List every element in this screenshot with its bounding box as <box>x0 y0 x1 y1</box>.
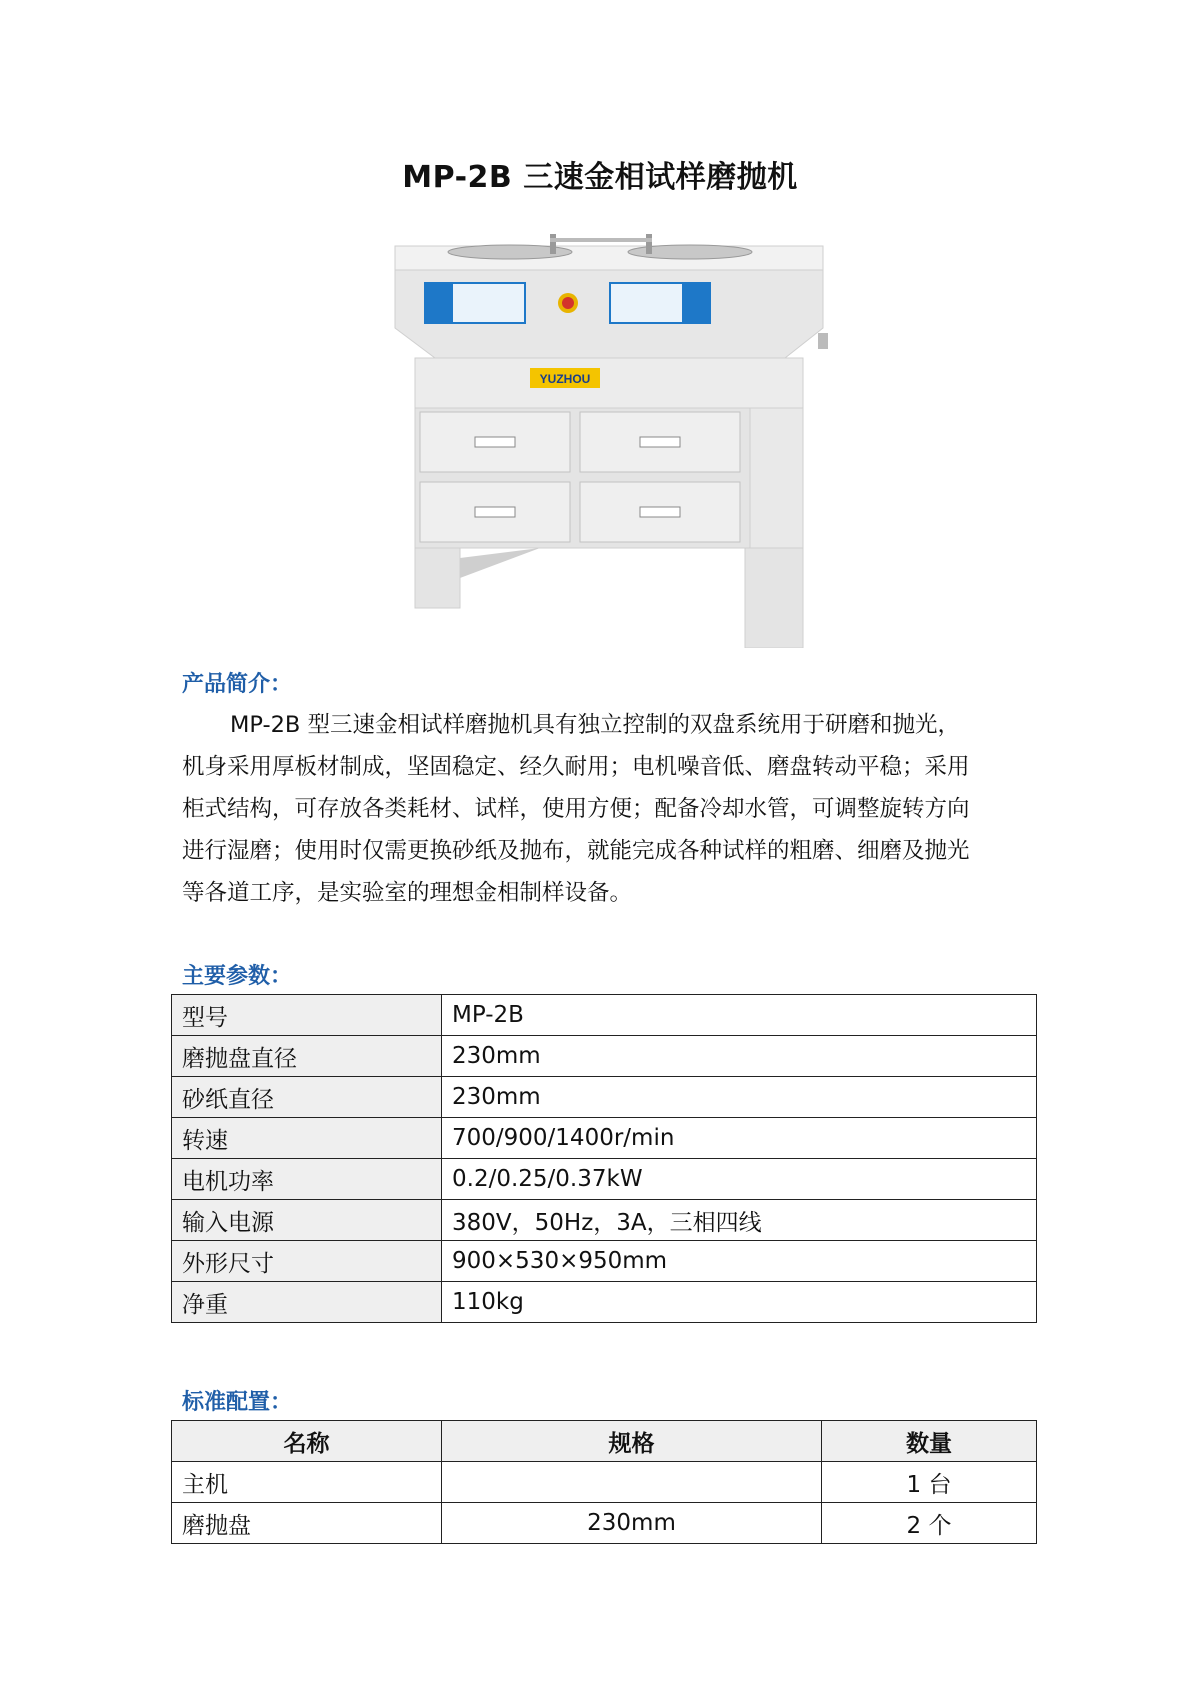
intro-line: MP-2B 型三速金相试样磨抛机具有独立控制的双盘系统用于研磨和抛光， <box>230 712 961 738</box>
table-row <box>172 1503 1037 1544</box>
product-image <box>390 228 830 648</box>
param-value: 230mm <box>442 1077 1037 1118</box>
param-key: 转速 <box>172 1118 442 1159</box>
item-qty: 2 个 <box>822 1503 1037 1544</box>
page-title: MP-2B 三速金相试样磨抛机 <box>402 160 798 195</box>
param-key: 磨抛盘直径 <box>172 1036 442 1077</box>
column-header-spec: 规格 <box>442 1421 822 1462</box>
param-value: 700/900/1400r/min <box>442 1118 1037 1159</box>
table-header-row <box>172 1421 1037 1462</box>
intro-line: 等各道工序，是实验室的理想金相制样设备。 <box>182 880 633 906</box>
standard-table <box>171 1420 1037 1544</box>
param-value: 110kg <box>442 1282 1037 1323</box>
table-row <box>172 1159 1037 1200</box>
param-key: 输入电源 <box>172 1200 442 1241</box>
item-qty: 1 台 <box>822 1462 1037 1503</box>
logo-text: YUZHOU <box>539 372 591 386</box>
column-header-qty: 数量 <box>822 1421 1037 1462</box>
table-row <box>172 1077 1037 1118</box>
table-row <box>172 1200 1037 1241</box>
param-key: 净重 <box>172 1282 442 1323</box>
param-value: 380V，50Hz，3A，三相四线 <box>442 1200 1037 1241</box>
param-key: 电机功率 <box>172 1159 442 1200</box>
param-value: MP-2B <box>442 995 1037 1036</box>
item-spec <box>442 1462 822 1503</box>
table-row <box>172 1462 1037 1503</box>
intro-line: 柜式结构，可存放各类耗材、试样，使用方便；配备冷却水管，可调整旋转方向 <box>182 796 970 822</box>
table-row <box>172 1241 1037 1282</box>
param-key: 型号 <box>172 995 442 1036</box>
param-value: 900×530×950mm <box>442 1241 1037 1282</box>
intro-line: 机身采用厚板材制成，坚固稳定、经久耐用；电机噪音低、磨盘转动平稳；采用 <box>182 754 970 780</box>
intro-paragraph <box>182 704 1027 914</box>
item-spec: 230mm <box>442 1503 822 1544</box>
column-header-name: 名称 <box>172 1421 442 1462</box>
param-value: 230mm <box>442 1036 1037 1077</box>
params-heading: 主要参数： <box>182 964 293 989</box>
table-row <box>172 1036 1037 1077</box>
standard-heading: 标准配置： <box>182 1390 293 1415</box>
params-table <box>171 994 1037 1323</box>
table-row <box>172 1118 1037 1159</box>
item-name: 磨抛盘 <box>172 1503 442 1544</box>
param-key: 外形尺寸 <box>172 1241 442 1282</box>
item-name: 主机 <box>172 1462 442 1503</box>
intro-heading: 产品简介： <box>182 672 293 697</box>
table-row <box>172 1282 1037 1323</box>
param-value: 0.2/0.25/0.37kW <box>442 1159 1037 1200</box>
param-key: 砂纸直径 <box>172 1077 442 1118</box>
table-row <box>172 995 1037 1036</box>
intro-line: 进行湿磨；使用时仅需更换砂纸及抛布，就能完成各种试样的粗磨、细磨及抛光 <box>182 838 970 864</box>
